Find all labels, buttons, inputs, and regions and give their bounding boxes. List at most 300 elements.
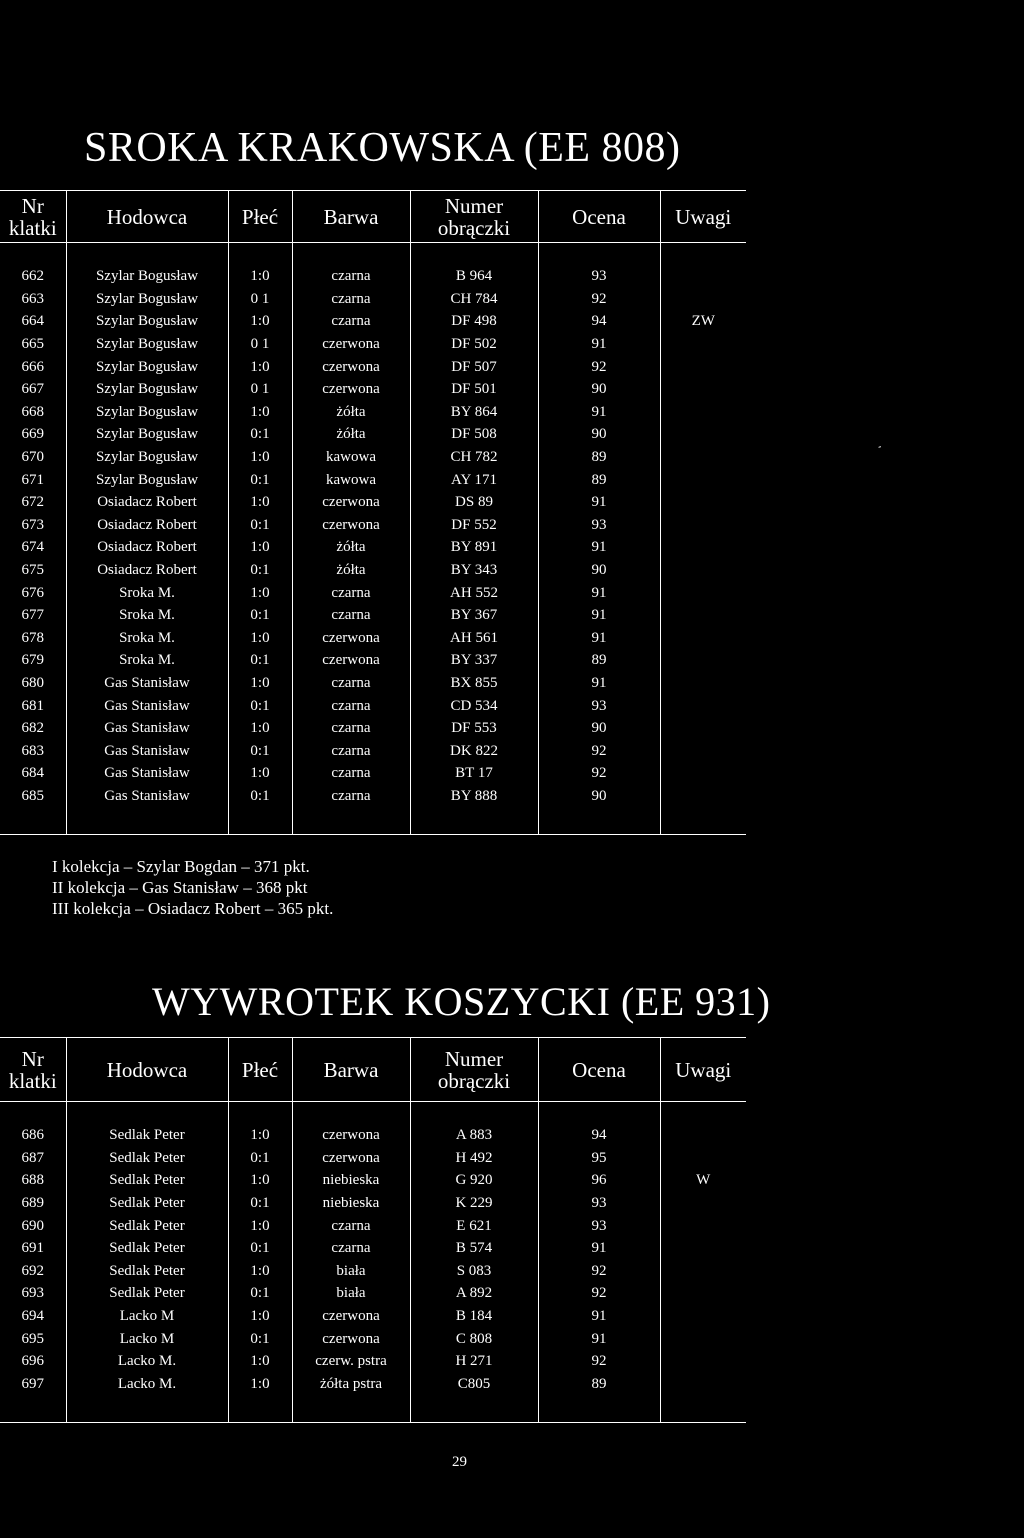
breeder-cell: Sedlak Peter: [66, 1192, 228, 1215]
empty-cell: [660, 1102, 746, 1125]
color-cell: czarna: [292, 288, 410, 311]
score-cell: 95: [538, 1147, 660, 1170]
sex-cell: 0:1: [228, 423, 292, 446]
empty-cell: [66, 807, 228, 835]
sex-cell: 0 1: [228, 333, 292, 356]
sex-cell: 0:1: [228, 604, 292, 627]
ring-number-cell: H 271: [410, 1350, 538, 1373]
empty-cell: [660, 1395, 746, 1423]
ring-number-cell: H 492: [410, 1147, 538, 1170]
color-cell: czarna: [292, 694, 410, 717]
table-body: [0, 1102, 746, 1423]
remarks-cell: [660, 627, 746, 650]
collection-result-1: I kolekcja – Szylar Bogdan – 371 pkt.: [52, 857, 310, 876]
ring-number-cell: E 621: [410, 1214, 538, 1237]
color-cell: czerw. pstra: [292, 1350, 410, 1373]
cage-number-cell: 689: [21, 1195, 44, 1212]
score-cell: 92: [538, 288, 660, 311]
remarks-cell: [660, 649, 746, 672]
remarks-cell: [660, 265, 746, 288]
spacer-row: [0, 243, 746, 266]
table-row: [0, 423, 746, 446]
breeder-cell: Gas Stanisław: [66, 739, 228, 762]
breeder-cell: Szylar Bogusław: [66, 288, 228, 311]
cage-number-cell: 685: [21, 787, 44, 804]
remarks-cell: [660, 694, 746, 717]
table-row: [0, 739, 746, 762]
breeder-cell: Gas Stanisław: [66, 694, 228, 717]
table-row: [0, 468, 746, 491]
sex-cell: 0:1: [228, 1237, 292, 1260]
score-cell: 90: [538, 378, 660, 401]
cage-number-cell: 693: [21, 1285, 44, 1302]
table-row: [0, 559, 746, 582]
color-cell: czarna: [292, 265, 410, 288]
empty-cell: [66, 1102, 228, 1125]
table-row: [0, 378, 746, 401]
remarks-cell: [660, 1327, 746, 1350]
score-cell: 91: [538, 491, 660, 514]
cage-number-cell: 681: [21, 697, 44, 714]
color-cell: czarna: [292, 785, 410, 808]
color-cell: czerwona: [292, 1147, 410, 1170]
remarks-cell: [660, 491, 746, 514]
table-row: [0, 536, 746, 559]
table-row: [0, 446, 746, 469]
table-row: [0, 514, 746, 537]
remarks-cell: [660, 672, 746, 695]
table-row: [0, 762, 746, 785]
breeder-cell: Gas Stanisław: [66, 762, 228, 785]
table-row: [0, 333, 746, 356]
empty-cell: [0, 1102, 66, 1125]
color-cell: niebieska: [292, 1192, 410, 1215]
header-numer-obraczki: Numer obrączki: [410, 1038, 538, 1102]
score-cell: 93: [538, 514, 660, 537]
endcap-row: [0, 1395, 746, 1423]
empty-cell: [410, 1395, 538, 1423]
breeder-cell: Szylar Bogusław: [66, 378, 228, 401]
remarks-cell: [660, 1237, 746, 1260]
score-cell: 96: [538, 1169, 660, 1192]
breeder-cell: Sedlak Peter: [66, 1237, 228, 1260]
breeder-cell: Sedlak Peter: [66, 1147, 228, 1170]
score-cell: 89: [538, 446, 660, 469]
ring-number-cell: G 920: [410, 1169, 538, 1192]
ring-number-cell: K 229: [410, 1192, 538, 1215]
ring-number-cell: A 892: [410, 1282, 538, 1305]
header-nr-klatki: Nr klatki: [0, 191, 66, 243]
remarks-cell: [660, 1214, 746, 1237]
sex-cell: 1:0: [228, 1124, 292, 1147]
breeder-cell: Szylar Bogusław: [66, 401, 228, 424]
sex-cell: 1:0: [228, 627, 292, 650]
cage-number-cell: 664: [21, 313, 44, 330]
header-ocena: Ocena: [538, 1038, 660, 1102]
table-wywrotek-koszycki: [0, 1037, 746, 1423]
table-row: [0, 672, 746, 695]
ring-number-cell: DF 498: [410, 310, 538, 333]
ring-number-cell: BY 864: [410, 401, 538, 424]
color-cell: kawowa: [292, 446, 410, 469]
score-cell: 91: [538, 401, 660, 424]
sex-cell: 1:0: [228, 310, 292, 333]
breeder-cell: Osiadacz Robert: [66, 491, 228, 514]
sex-cell: 0:1: [228, 1327, 292, 1350]
score-cell: 90: [538, 717, 660, 740]
remarks-cell: ZW: [660, 310, 746, 333]
header-barwa: Barwa: [292, 1038, 410, 1102]
ring-number-cell: AH 552: [410, 581, 538, 604]
sex-cell: 1:0: [228, 717, 292, 740]
color-cell: biała: [292, 1260, 410, 1283]
table-row: [0, 355, 746, 378]
remarks-cell: [660, 514, 746, 537]
remarks-cell: [660, 355, 746, 378]
sex-cell: 1:0: [228, 672, 292, 695]
color-cell: czerwona: [292, 1327, 410, 1350]
breeder-cell: Sedlak Peter: [66, 1124, 228, 1147]
breeder-cell: Sedlak Peter: [66, 1214, 228, 1237]
empty-cell: [228, 1395, 292, 1423]
remarks-cell: [660, 1305, 746, 1328]
breeder-cell: Szylar Bogusław: [66, 355, 228, 378]
sex-cell: 1:0: [228, 1214, 292, 1237]
breeder-cell: Szylar Bogusław: [66, 423, 228, 446]
cage-number-cell: 670: [21, 449, 44, 466]
score-cell: 92: [538, 1260, 660, 1283]
breeder-cell: Osiadacz Robert: [66, 514, 228, 537]
empty-cell: [410, 1102, 538, 1125]
empty-cell: [292, 1102, 410, 1125]
color-cell: czarna: [292, 581, 410, 604]
remarks-cell: [660, 536, 746, 559]
ring-number-cell: DF 502: [410, 333, 538, 356]
ring-number-cell: CH 784: [410, 288, 538, 311]
remarks-cell: [660, 468, 746, 491]
collection-result-2: II kolekcja – Gas Stanisław – 368 pkt: [52, 878, 308, 897]
header-uwagi: Uwagi: [660, 191, 746, 243]
table-row: [0, 1192, 746, 1215]
table-row: [0, 1327, 746, 1350]
ring-number-cell: BT 17: [410, 762, 538, 785]
empty-cell: [292, 1395, 410, 1423]
header-hodowca: Hodowca: [66, 1038, 228, 1102]
section-title-sroka: SROKA KRAKOWSKA (EE 808): [84, 125, 681, 171]
breeder-cell: Sedlak Peter: [66, 1169, 228, 1192]
ring-number-cell: B 574: [410, 1237, 538, 1260]
header-hodowca: Hodowca: [66, 191, 228, 243]
table-row: [0, 265, 746, 288]
remarks-cell: [660, 333, 746, 356]
score-cell: 92: [538, 762, 660, 785]
breeder-cell: Gas Stanisław: [66, 717, 228, 740]
score-cell: 91: [538, 672, 660, 695]
cage-number-cell: 676: [21, 584, 44, 601]
sex-cell: 0:1: [228, 694, 292, 717]
remarks-cell: [660, 1192, 746, 1215]
color-cell: czarna: [292, 717, 410, 740]
header-plec: Płeć: [228, 1038, 292, 1102]
header-plec: Płeć: [228, 191, 292, 243]
cage-number-cell: 669: [21, 426, 44, 443]
sex-cell: 1:0: [228, 1169, 292, 1192]
ring-number-cell: CD 534: [410, 694, 538, 717]
header-barwa: Barwa: [292, 191, 410, 243]
breeder-cell: Szylar Bogusław: [66, 468, 228, 491]
header-ocena: Ocena: [538, 191, 660, 243]
sex-cell: 1:0: [228, 401, 292, 424]
breeder-cell: Szylar Bogusław: [66, 265, 228, 288]
ring-number-cell: B 964: [410, 265, 538, 288]
page-number: 29: [452, 1454, 467, 1470]
cage-number-cell: 696: [21, 1353, 44, 1370]
color-cell: czerwona: [292, 649, 410, 672]
header-uwagi: Uwagi: [660, 1038, 746, 1102]
sex-cell: 1:0: [228, 762, 292, 785]
cage-number-cell: 682: [21, 720, 44, 737]
color-cell: czarna: [292, 310, 410, 333]
empty-cell: [660, 807, 746, 835]
ring-number-cell: BY 888: [410, 785, 538, 808]
cage-number-cell: 671: [21, 471, 44, 488]
breeder-cell: Lacko M.: [66, 1373, 228, 1396]
color-cell: czarna: [292, 1237, 410, 1260]
table-row: [0, 581, 746, 604]
sex-cell: 1:0: [228, 1373, 292, 1396]
sex-cell: 0:1: [228, 649, 292, 672]
empty-cell: [410, 807, 538, 835]
cage-number-cell: 673: [21, 516, 44, 533]
table-row: [0, 604, 746, 627]
empty-cell: [0, 807, 66, 835]
ring-number-cell: DS 89: [410, 491, 538, 514]
ring-number-cell: AY 171: [410, 468, 538, 491]
collection-results: [52, 856, 333, 919]
score-cell: 94: [538, 1124, 660, 1147]
table-row: [0, 1305, 746, 1328]
ring-number-cell: BX 855: [410, 672, 538, 695]
sex-cell: 1:0: [228, 1260, 292, 1283]
cage-number-cell: 668: [21, 403, 44, 420]
color-cell: czerwona: [292, 355, 410, 378]
empty-cell: [66, 1395, 228, 1423]
table-row: [0, 627, 746, 650]
ring-number-cell: BY 337: [410, 649, 538, 672]
color-cell: żółta: [292, 536, 410, 559]
breeder-cell: Lacko M.: [66, 1350, 228, 1373]
ring-number-cell: C805: [410, 1373, 538, 1396]
endcap-row: [0, 807, 746, 835]
cage-number-cell: 697: [21, 1375, 44, 1392]
sex-cell: 0:1: [228, 1147, 292, 1170]
empty-cell: [228, 807, 292, 835]
color-cell: czerwona: [292, 378, 410, 401]
cage-number-cell: 680: [21, 674, 44, 691]
breeder-cell: Sedlak Peter: [66, 1260, 228, 1283]
score-cell: 89: [538, 468, 660, 491]
empty-cell: [292, 243, 410, 266]
color-cell: czerwona: [292, 514, 410, 537]
table-row: [0, 1214, 746, 1237]
collection-result-3: III kolekcja – Osiadacz Robert – 365 pkt.: [52, 899, 334, 918]
table-body: [0, 243, 746, 835]
remarks-cell: [660, 1124, 746, 1147]
sex-cell: 0:1: [228, 468, 292, 491]
ring-number-cell: CH 782: [410, 446, 538, 469]
sex-cell: 1:0: [228, 1305, 292, 1328]
table-row: [0, 310, 746, 333]
remarks-cell: [660, 401, 746, 424]
color-cell: czerwona: [292, 627, 410, 650]
color-cell: czerwona: [292, 491, 410, 514]
breeder-cell: Sroka M.: [66, 581, 228, 604]
sex-cell: 1:0: [228, 265, 292, 288]
table-row: [0, 785, 746, 808]
color-cell: czarna: [292, 762, 410, 785]
remarks-cell: [660, 717, 746, 740]
ring-number-cell: DK 822: [410, 739, 538, 762]
color-cell: biała: [292, 1282, 410, 1305]
breeder-cell: Sroka M.: [66, 604, 228, 627]
score-cell: 91: [538, 536, 660, 559]
color-cell: żółta pstra: [292, 1373, 410, 1396]
sex-cell: 0:1: [228, 1192, 292, 1215]
remarks-cell: [660, 288, 746, 311]
remarks-cell: [660, 1282, 746, 1305]
score-cell: 91: [538, 1327, 660, 1350]
color-cell: niebieska: [292, 1169, 410, 1192]
breeder-cell: Szylar Bogusław: [66, 446, 228, 469]
score-cell: 93: [538, 694, 660, 717]
breeder-cell: Osiadacz Robert: [66, 559, 228, 582]
color-cell: czerwona: [292, 333, 410, 356]
score-cell: 89: [538, 1373, 660, 1396]
ring-number-cell: DF 507: [410, 355, 538, 378]
cage-number-cell: 679: [21, 652, 44, 669]
table-row: [0, 694, 746, 717]
ring-number-cell: A 883: [410, 1124, 538, 1147]
cage-number-cell: 684: [21, 765, 44, 782]
breeder-cell: Gas Stanisław: [66, 672, 228, 695]
sex-cell: 0:1: [228, 514, 292, 537]
sex-cell: 0:1: [228, 1282, 292, 1305]
cage-number-cell: 692: [21, 1262, 44, 1279]
cage-number-cell: 694: [21, 1308, 44, 1325]
remarks-cell: [660, 1373, 746, 1396]
table-row: [0, 1147, 746, 1170]
sex-cell: 1:0: [228, 446, 292, 469]
ring-number-cell: BY 891: [410, 536, 538, 559]
score-cell: 90: [538, 559, 660, 582]
score-cell: 91: [538, 1237, 660, 1260]
remarks-cell: [660, 559, 746, 582]
cage-number-cell: 666: [21, 358, 44, 375]
header-numer-obraczki: Numer obrączki: [410, 191, 538, 243]
table-row: [0, 288, 746, 311]
empty-cell: [228, 243, 292, 266]
spacer-row: [0, 1102, 746, 1125]
color-cell: żółta: [292, 423, 410, 446]
score-cell: 93: [538, 265, 660, 288]
color-cell: czarna: [292, 1214, 410, 1237]
breeder-cell: Sroka M.: [66, 627, 228, 650]
color-cell: żółta: [292, 401, 410, 424]
remarks-cell: [660, 762, 746, 785]
cage-number-cell: 687: [21, 1149, 44, 1166]
ring-number-cell: DF 553: [410, 717, 538, 740]
table-row: [0, 1373, 746, 1396]
sex-cell: 0:1: [228, 559, 292, 582]
table-row: [0, 1169, 746, 1192]
remarks-cell: [660, 423, 746, 446]
breeder-cell: Osiadacz Robert: [66, 536, 228, 559]
score-cell: 93: [538, 1192, 660, 1215]
remarks-cell: [660, 604, 746, 627]
section-title-wywrotek: WYWROTEK KOSZYCKI (EE 931): [152, 979, 771, 1024]
ring-number-cell: BY 367: [410, 604, 538, 627]
table-row: [0, 1350, 746, 1373]
score-cell: 92: [538, 1350, 660, 1373]
ring-number-cell: BY 343: [410, 559, 538, 582]
color-cell: czerwona: [292, 1305, 410, 1328]
breeder-cell: Sroka M.: [66, 649, 228, 672]
sex-cell: 1:0: [228, 355, 292, 378]
score-cell: 91: [538, 604, 660, 627]
breeder-cell: Lacko M: [66, 1305, 228, 1328]
ring-number-cell: C 808: [410, 1327, 538, 1350]
empty-cell: [538, 1395, 660, 1423]
remarks-cell: [660, 446, 746, 469]
empty-cell: [0, 243, 66, 266]
score-cell: 93: [538, 1214, 660, 1237]
table-row: [0, 1282, 746, 1305]
sex-cell: 1:0: [228, 491, 292, 514]
remarks-cell: [660, 1147, 746, 1170]
ring-number-cell: DF 552: [410, 514, 538, 537]
cage-number-cell: 667: [21, 381, 44, 398]
color-cell: czarna: [292, 604, 410, 627]
empty-cell: [66, 243, 228, 266]
table-row: [0, 1124, 746, 1147]
score-cell: 92: [538, 355, 660, 378]
cage-number-cell: 695: [21, 1330, 44, 1347]
cage-number-cell: 691: [21, 1240, 44, 1257]
ring-number-cell: B 184: [410, 1305, 538, 1328]
breeder-cell: Sedlak Peter: [66, 1282, 228, 1305]
cage-number-cell: 688: [21, 1172, 44, 1189]
cage-number-cell: 663: [21, 290, 44, 307]
table-row: [0, 1237, 746, 1260]
color-cell: czarna: [292, 739, 410, 762]
color-cell: czerwona: [292, 1124, 410, 1147]
ring-number-cell: DF 508: [410, 423, 538, 446]
ring-number-cell: DF 501: [410, 378, 538, 401]
remarks-cell: [660, 739, 746, 762]
breeder-cell: Szylar Bogusław: [66, 310, 228, 333]
ring-number-cell: AH 561: [410, 627, 538, 650]
sex-cell: 0 1: [228, 378, 292, 401]
table-row: [0, 649, 746, 672]
cage-number-cell: 675: [21, 562, 44, 579]
table-row: [0, 1260, 746, 1283]
breeder-cell: Gas Stanisław: [66, 785, 228, 808]
empty-cell: [660, 243, 746, 266]
empty-cell: [228, 1102, 292, 1125]
remarks-cell: [660, 1260, 746, 1283]
header-nr-klatki: Nr klatki: [0, 1038, 66, 1102]
color-cell: kawowa: [292, 468, 410, 491]
